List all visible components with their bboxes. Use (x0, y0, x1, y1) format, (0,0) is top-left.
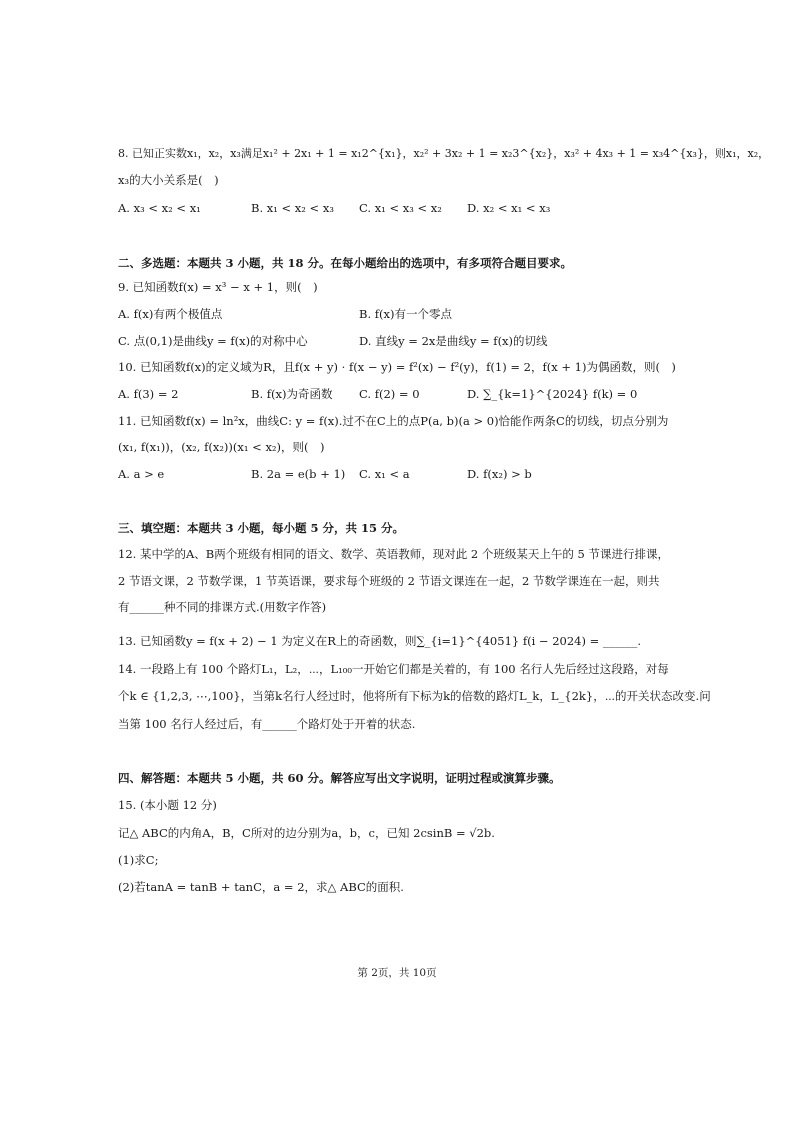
q12-stem-line2: 2 节语文课，2 节数学课，1 节英语课，要求每个班级的 2 节语文课连在一起，2 节数学课连在一起，则共 (118, 574, 660, 588)
q11-option-c: C. x₁ < a (359, 467, 410, 481)
q15-stem: 记△ ABC的内角A，B，C所对的边分别为a，b，c，已知 2csinB = √2b. (118, 826, 495, 840)
q9-option-c: C. 点(0,1)是曲线y = f(x)的对称中心 (118, 334, 308, 348)
q11-stem-line1: 11. 已知函数f(x) = ln²x，曲线C: y = f(x).过不在C上的点P(a, b)(a > 0)恰能作两条C的切线，切点分别为 (118, 414, 669, 428)
q8-option-d: D. x₂ < x₁ < x₃ (467, 201, 551, 215)
q13-stem: 13. 已知函数y = f(x + 2) − 1 为定义在R上的奇函数，则∑_{i=1}^{4051} f(i − 2024) = ______. (118, 634, 642, 648)
q14-stem-line3: 当第 100 名行人经过后，有______个路灯处于开着的状态. (118, 717, 416, 731)
section-3-title: 三、填空题：本题共 3 小题，每小题 5 分，共 15 分。 (118, 521, 405, 535)
q8-stem-line2: x₃的大小关系是( ) (118, 173, 219, 187)
q9-option-d: D. 直线y = 2x是曲线y = f(x)的切线 (359, 334, 548, 348)
q12-stem-line3: 有______种不同的排课方式.(用数字作答) (118, 600, 327, 614)
q15-header: 15. (本小题 12 分) (118, 798, 217, 812)
q9-option-a: A. f(x)有两个极值点 (118, 307, 223, 321)
q11-option-b: B. 2a = e(b + 1) (251, 467, 346, 481)
q10-option-b: B. f(x)为奇函数 (251, 387, 333, 401)
q10-option-c: C. f(2) = 0 (359, 387, 420, 401)
q10-option-a: A. f(3) = 2 (118, 387, 179, 401)
section-2-title: 二、多选题：本题共 3 小题，共 18 分。在每小题给出的选项中，有多项符合题目要求。 (118, 256, 573, 270)
q15-part-2: (2)若tanA = tanB + tanC，a = 2，求△ ABC的面积. (118, 880, 404, 894)
q15-part-1: (1)求C; (118, 853, 159, 867)
section-4-title: 四、解答题：本题共 5 小题，共 60 分。解答应写出文字说明，证明过程或演算步骤。 (118, 771, 561, 785)
q8-option-b: B. x₁ < x₂ < x₃ (251, 201, 334, 215)
q9-option-b: B. f(x)有一个零点 (359, 307, 452, 321)
q8-option-a: A. x₃ < x₂ < x₁ (118, 201, 201, 215)
page-footer: 第 2页，共 10页 (357, 967, 437, 979)
q12-stem-line1: 12. 某中学的A、B两个班级有相同的语文、数学、英语教师，现对此 2 个班级某天上午的 5 节课进行排课， (118, 547, 669, 561)
q11-option-a: A. a > e (118, 467, 165, 481)
q9-stem: 9. 已知函数f(x) = x³ − x + 1，则( ) (118, 280, 318, 294)
q10-option-d: D. ∑_{k=1}^{2024} f(k) = 0 (467, 387, 638, 401)
q11-stem-line2: (x₁, f(x₁))，(x₂, f(x₂))(x₁ < x₂)，则( ) (118, 440, 325, 454)
q8-stem-line1: 8. 已知正实数x₁，x₂，x₃满足x₁² + 2x₁ + 1 = x₁2^{x₁}，x₂² + 3x₂ + 1 = x₂3^{x₂}，x₃² + 4x₃ + 1 = x₃4^{x₃}，则x₁，x₂， (118, 147, 770, 160)
q10-stem: 10. 已知函数f(x)的定义域为R，且f(x + y) · f(x − y) = f²(x) − f²(y)，f(1) = 2，f(x + 1)为偶函数，则( ) (118, 360, 676, 374)
q8-option-c: C. x₁ < x₃ < x₂ (359, 201, 442, 215)
q14-stem-line2: 个k ∈ {1,2,3, ⋯,100}，当第k名行人经过时，他将所有下标为k的倍数的路灯L_k，L_{2k}，⋯的开关状态改变.问 (118, 689, 711, 703)
q11-option-d: D. f(x₂) > b (467, 467, 532, 481)
q14-stem-line1: 14. 一段路上有 100 个路灯L₁，L₂，⋯，L₁₀₀一开始它们都是关着的，有 100 名行人先后经过这段路，对每 (118, 662, 669, 676)
